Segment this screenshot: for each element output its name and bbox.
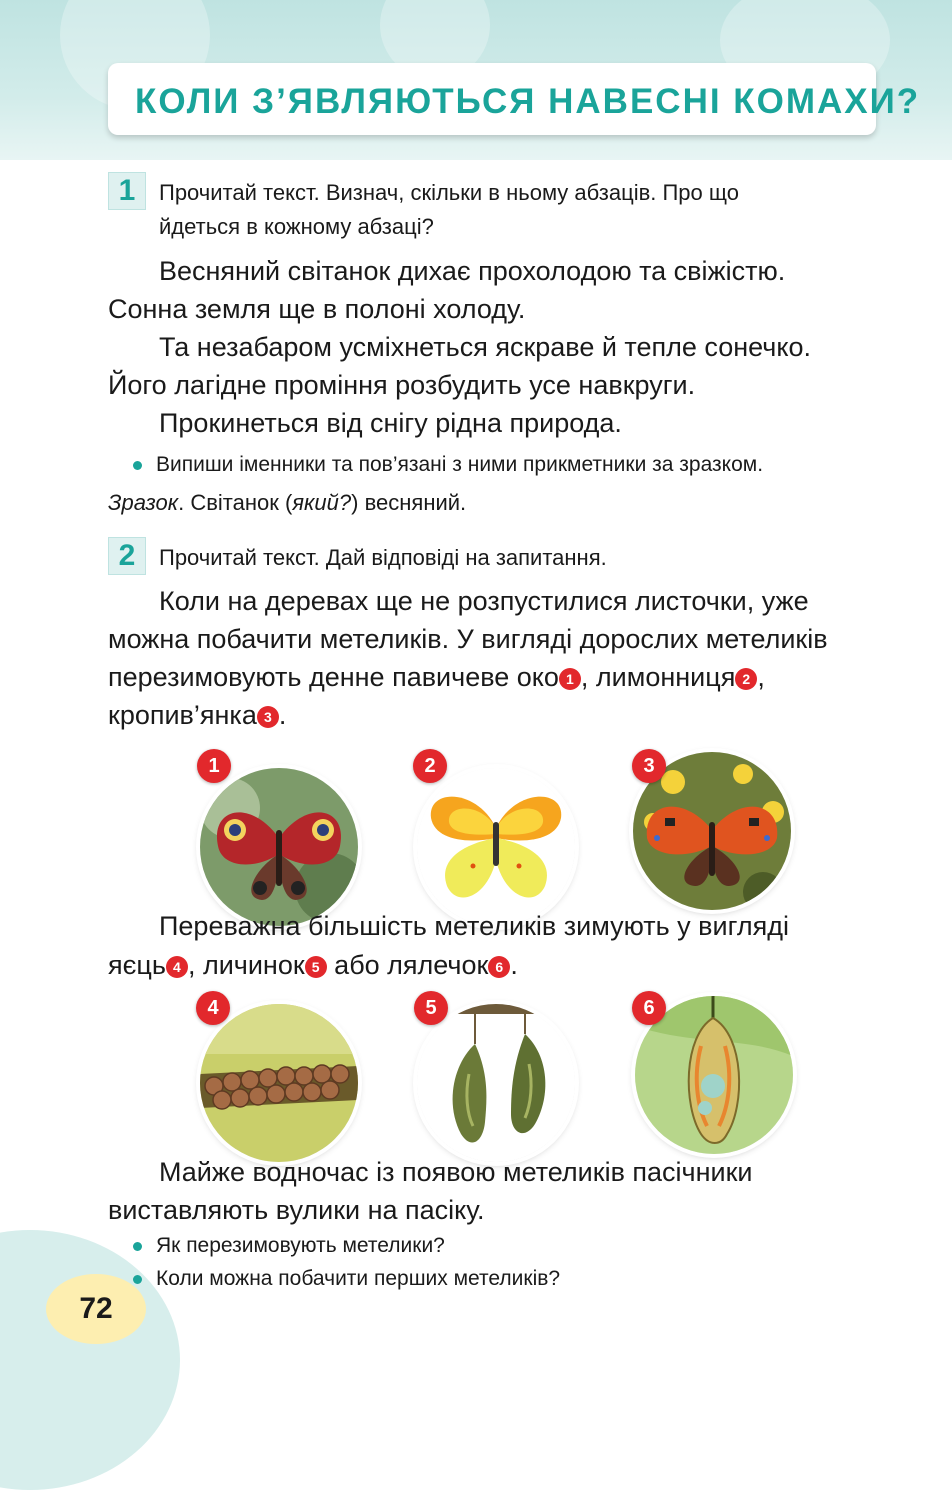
page-title: КОЛИ З’ЯВЛЯЮТЬСЯ НАВЕСНІ КОМАХИ?	[135, 82, 921, 121]
task-1-number: 1	[108, 172, 146, 210]
photo-marker-3: 3	[257, 706, 279, 728]
photo-badge-1: 1	[197, 749, 231, 783]
task-2-paragraph-1-line1: Коли на деревах ще не розпустилися листочки, уже	[159, 586, 809, 616]
text-segment: , лимонниця	[580, 662, 736, 692]
photo-badge-5: 5	[414, 991, 448, 1025]
photo-peacock-butterfly	[200, 768, 358, 926]
photo-marker-6: 6	[488, 956, 510, 978]
text-segment: .	[510, 950, 518, 980]
task-2-instruction: Прочитай текст. Дай відповіді на запитання.	[159, 545, 607, 570]
photo-badge-3: 3	[632, 749, 666, 783]
task-2-paragraph-1-line2: можна побачити метеликів. У вигляді дорослих метеликів	[108, 624, 828, 654]
task-2-paragraph-3-line1: Майже водночас із появою метеликів пасічники	[159, 1157, 753, 1187]
task-1-paragraph-3: Прокинеться від снігу рідна природа.	[159, 408, 622, 438]
photo-marker-4: 4	[166, 956, 188, 978]
example-text-a: . Світанок (	[178, 490, 293, 515]
photo-brimstone-butterfly	[417, 768, 575, 926]
task-2-paragraph-1-line3	[108, 658, 765, 696]
task-2-paragraph-2-line2	[108, 946, 518, 984]
task-1-instruction-line1: Прочитай текст. Визнач, скільки в ньому абзаців. Про що	[159, 180, 739, 205]
example-text-b: ) весняний.	[351, 490, 467, 515]
task-2-number: 2	[108, 537, 146, 575]
question-1-text: Як перезимовують метелики?	[156, 1234, 445, 1257]
task-1-paragraph-2-line1: Та незабаром усміхнеться яскраве й тепле сонечко.	[159, 332, 811, 362]
task-1-bullet	[133, 450, 763, 480]
text-segment: яєць	[108, 950, 166, 980]
task-2-paragraph-1-line4	[108, 696, 286, 734]
photo-badge-2: 2	[413, 749, 447, 783]
task-2-paragraph-2-line1: Переважна більшість метеликів зимують у вигляді	[159, 911, 789, 941]
task-1-paragraph-2-line2: Його лагідне проміння розбудить усе навкруги.	[108, 370, 696, 400]
page-number: 72	[46, 1274, 146, 1344]
text-segment: ,	[757, 662, 765, 692]
bullet-dot	[133, 1242, 142, 1251]
task-1-example	[108, 488, 466, 518]
question-2-text: Коли можна побачити перших метеликів?	[156, 1267, 561, 1290]
bullet-dot	[133, 1275, 142, 1284]
task-1-paragraph-1-line2: Сонна земля ще в полоні холоду.	[108, 294, 526, 324]
question-1	[133, 1231, 445, 1261]
example-question: який?	[292, 490, 352, 515]
question-2	[133, 1264, 560, 1294]
text-segment: , личинок	[187, 950, 305, 980]
photo-marker-2: 2	[735, 668, 757, 690]
task-1-paragraph-1-line1: Весняний світанок дихає прохолодою та свіжістю.	[159, 256, 786, 286]
text-segment: кропив’янка	[108, 700, 257, 730]
text-segment: або лялечок	[326, 950, 489, 980]
task-2-paragraph-3-line2: виставляють вулики на пасіку.	[108, 1195, 485, 1225]
bullet-dot	[133, 461, 142, 470]
photo-butterfly-eggs	[200, 1004, 358, 1162]
photo-marker-5: 5	[305, 956, 327, 978]
photo-chrysalises	[417, 1004, 575, 1162]
text-segment: .	[278, 700, 287, 730]
text-segment: перезимовують денне павичеве око	[108, 662, 559, 692]
photo-badge-4: 4	[196, 991, 230, 1025]
example-label: Зразок	[108, 490, 179, 515]
photo-badge-6: 6	[632, 991, 666, 1025]
task-1-instruction-line2: йдеться в кожному абзаці?	[159, 214, 434, 239]
photo-marker-1: 1	[559, 668, 581, 690]
task-1-bullet-text: Випиши іменники та пов’язані з ними прикметники за зразком.	[156, 453, 764, 476]
